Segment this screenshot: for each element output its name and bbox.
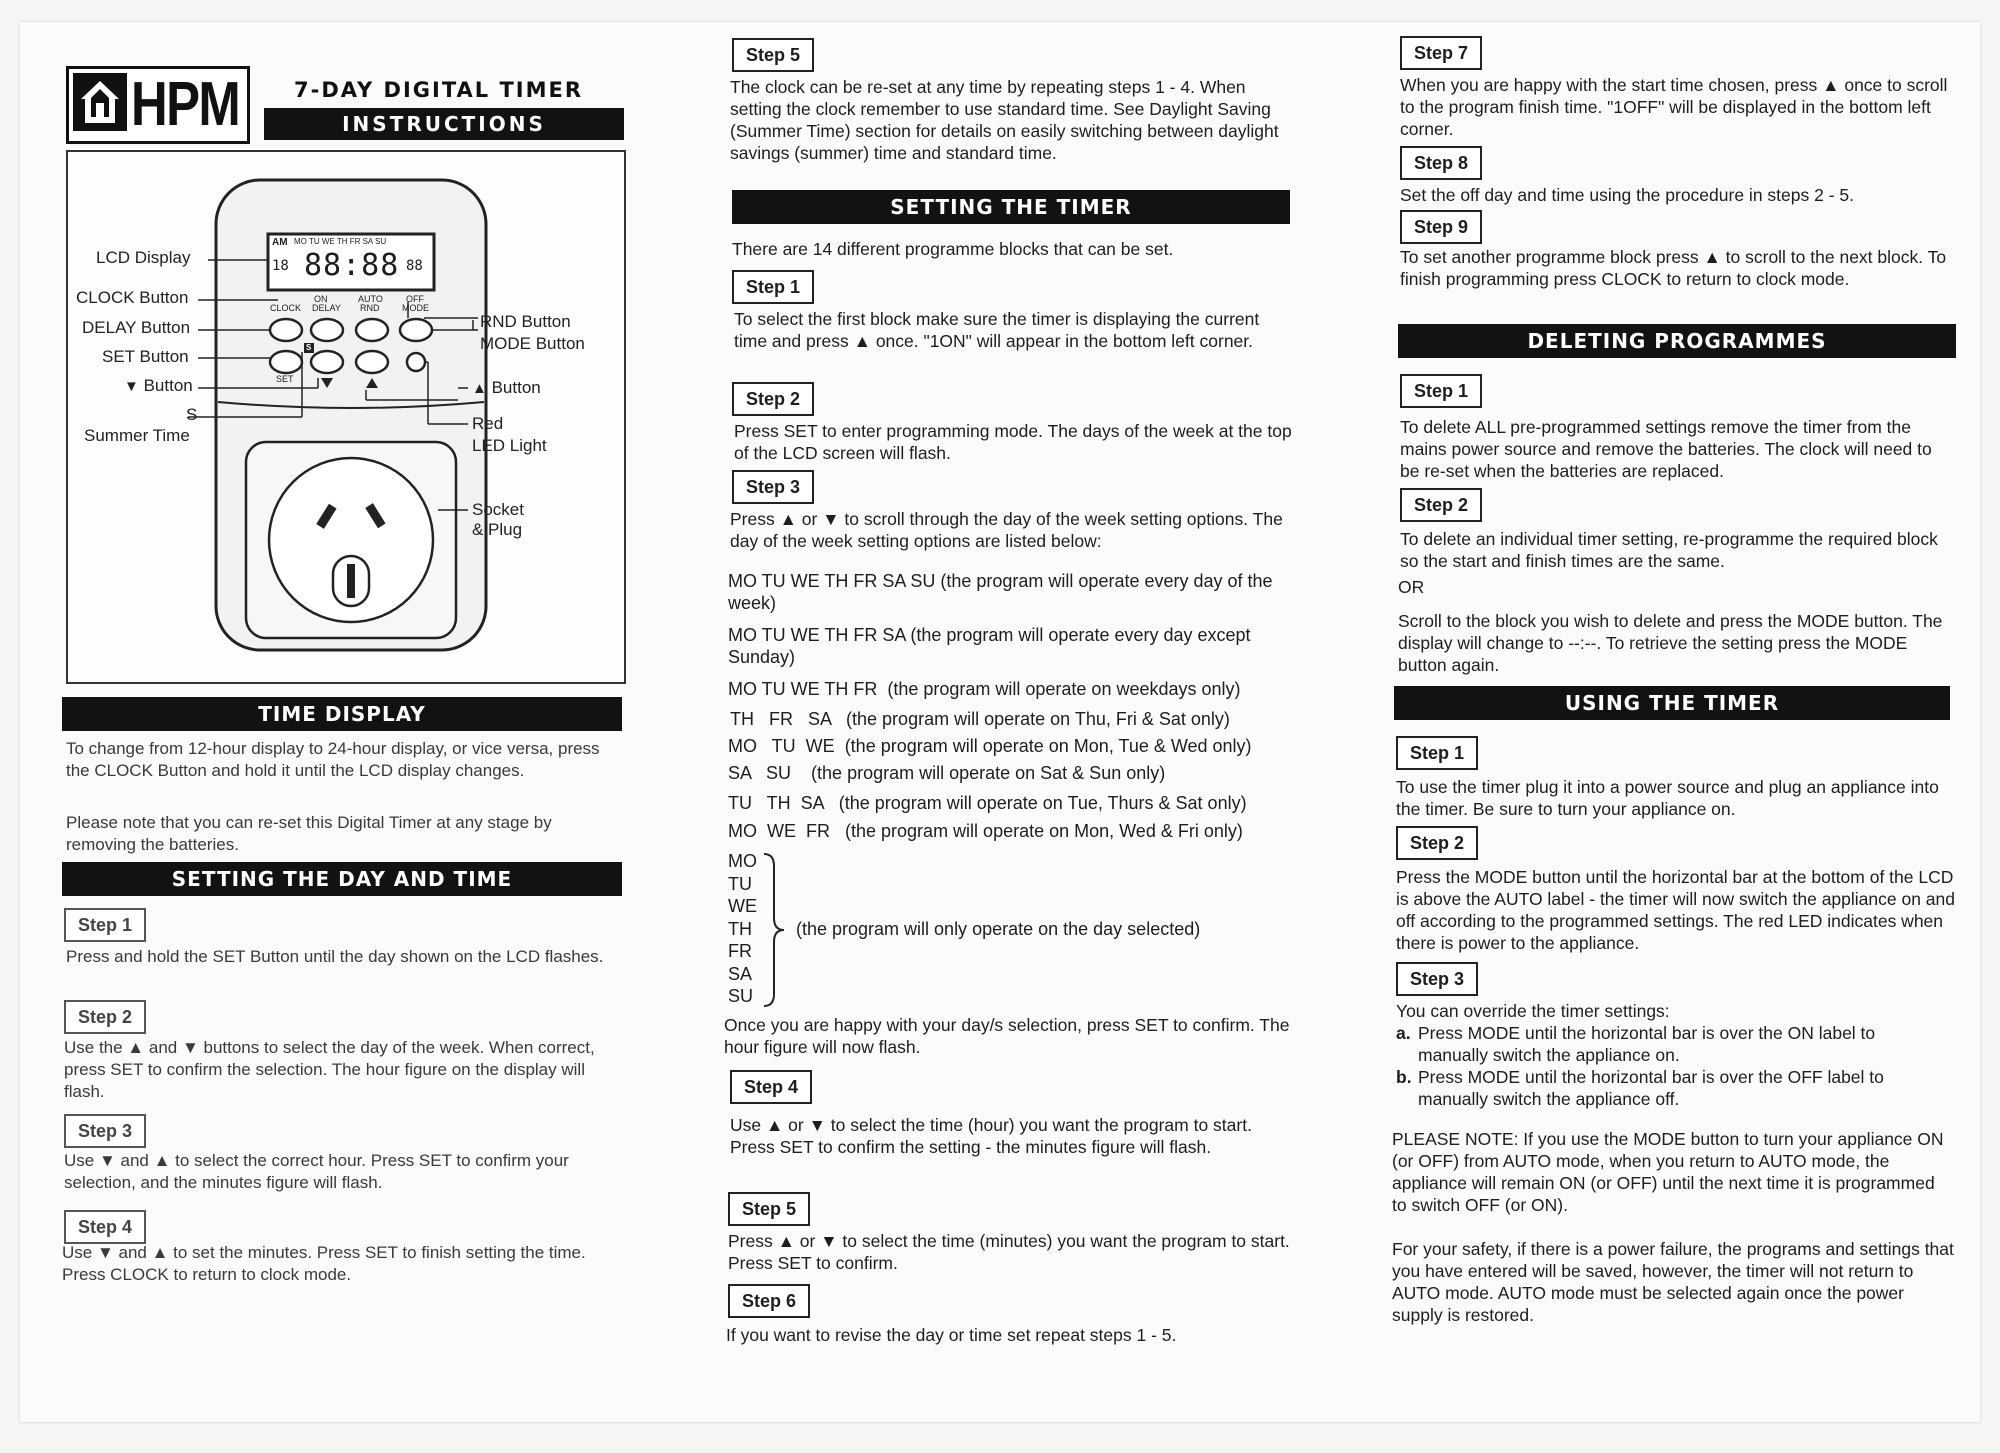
caption-set: SET bbox=[276, 374, 294, 384]
day-option-row bbox=[728, 792, 1247, 814]
setting-timer-intro: There are 14 different programme blocks that can be set. bbox=[732, 239, 1174, 259]
single-day: WE bbox=[728, 896, 757, 916]
timer-device-drawing bbox=[68, 152, 624, 682]
brace-icon bbox=[760, 852, 788, 1008]
label-led-light: LED Light bbox=[472, 436, 547, 455]
or-text: OR bbox=[1398, 577, 1425, 597]
after-days-text: Once you are happy with your day/s selection, press SET to confirm. The hour figure will now flash. bbox=[724, 1015, 1290, 1057]
day-time-step-3-text: Use ▼ and ▲ to select the correct hour. Press SET to confirm your selection, and the minutes figure will flash. bbox=[64, 1151, 569, 1192]
caption-s: S bbox=[306, 343, 312, 352]
label-plug: & Plug bbox=[472, 520, 523, 539]
caption-rnd: RND bbox=[360, 303, 380, 313]
safety-text: For your safety, if there is a power failure, the programs and settings that you have entered will be saved, however, the timer will not return to AUTO mode. AUTO mode must be selected again once the power supply is restored. bbox=[1392, 1239, 1954, 1325]
delete-step-2-text: To delete an individual timer setting, re-programme the required block so the start and finish times are the same. bbox=[1400, 529, 1938, 571]
day-option-days: MO WE FR bbox=[728, 821, 830, 841]
using-step-1-text: To use the timer plug it into a power source and plug an appliance into the timer. Be sure to turn your appliance on. bbox=[1396, 777, 1939, 819]
timer-step-1-text: To select the first block make sure the timer is displaying the current time and press ▲ once. "1ON" will appear in the bottom left corner. bbox=[734, 309, 1260, 351]
timer-step-4-text: Use ▲ or ▼ to select the time (hour) you want the program to start. Press SET to confirm the setting - the minutes figure will flash. bbox=[730, 1115, 1252, 1157]
label-s: S bbox=[186, 405, 198, 424]
label-up-button bbox=[472, 378, 541, 398]
day-option-days: MO TU WE TH FR SA bbox=[728, 625, 906, 645]
day-option-row bbox=[728, 820, 1243, 842]
day-time-step-2-text: Use the ▲ and ▼ buttons to select the day of the week. When correct, press SET to confirm the selection. The hour figure on the display will flash. bbox=[64, 1038, 595, 1101]
caption-mode: MODE bbox=[402, 303, 429, 313]
day-time-step-1-text: Press and hold the SET Button until the day shown on the LCD flashes. bbox=[66, 947, 604, 966]
label-clock-button: CLOCK Button bbox=[76, 288, 189, 307]
delete-step-1-label: Step 1 bbox=[1400, 374, 1482, 408]
day-option-row bbox=[730, 708, 1230, 730]
timer-step-2-text: Press SET to enter programming mode. The days of the week at the top of the LCD screen will flash. bbox=[734, 421, 1292, 463]
single-day: TH bbox=[728, 918, 752, 939]
day-option-row bbox=[728, 735, 1252, 757]
single-day: SU bbox=[728, 986, 754, 1006]
timer-step-6-label: Step 6 bbox=[728, 1284, 810, 1318]
single-day: FR bbox=[728, 941, 752, 961]
caption-clock: CLOCK bbox=[270, 303, 302, 313]
using-step-1-label: Step 1 bbox=[1396, 736, 1478, 770]
day-option-row bbox=[728, 570, 1298, 614]
label-lcd-display: LCD Display bbox=[96, 248, 191, 267]
logo-text: HPM bbox=[131, 70, 240, 139]
col3-step-8-text: Set the off day and time using the procedure in steps 2 - 5. bbox=[1400, 185, 1854, 205]
using-step-3-text: You can override the timer settings: bbox=[1396, 1001, 1670, 1021]
delete-step-1-text: To delete ALL pre-programmed settings remove the timer from the mains power source and remove the batteries. The clock will need to be re-set when the batteries are replaced. bbox=[1400, 417, 1932, 481]
label-down-button bbox=[124, 376, 193, 396]
single-day-desc: (the program will only operate on the day selected) bbox=[796, 919, 1201, 939]
label-delay-button: DELAY Button bbox=[82, 318, 191, 337]
house-icon bbox=[73, 73, 127, 131]
col2-step-5-label: Step 5 bbox=[732, 38, 814, 72]
delete-scroll-text: Scroll to the block you wish to delete and press the MODE button. The display will change to --:--. To retrieve the setting press the MODE button again. bbox=[1398, 611, 1943, 675]
timer-step-4-label: Step 4 bbox=[730, 1070, 812, 1104]
day-time-step-3-label: Step 3 bbox=[64, 1114, 146, 1148]
caption-off: OFF bbox=[406, 294, 424, 304]
col3-step-9-text: To set another programme block press ▲ to scroll to the next block. To finish programming press CLOCK to return to clock mode. bbox=[1400, 247, 1947, 289]
label-up-text: Button bbox=[491, 378, 541, 397]
day-option-days: MO TU WE TH FR SA SU bbox=[728, 571, 936, 591]
override-b-label: b. bbox=[1396, 1067, 1412, 1087]
label-set-button: SET Button bbox=[102, 347, 189, 366]
label-summer-time: Summer Time bbox=[84, 426, 190, 445]
page-title: 7-DAY DIGITAL TIMER bbox=[294, 78, 584, 102]
single-day-list bbox=[728, 850, 757, 1008]
lcd-days: MO TU WE TH FR SA SU bbox=[294, 237, 387, 246]
col2-step-5-text: The clock can be re-set at any time by repeating steps 1 - 4. When setting the clock remember to use standard time. See Daylight Saving (Summer Time) section for details on easily switching between daylight savings (summer) time and standard time. bbox=[730, 77, 1279, 163]
day-option-desc: (the program will operate on Sat & Sun only) bbox=[811, 763, 1166, 783]
timer-step-3-text: Press ▲ or ▼ to scroll through the day of the week setting options. The day of the week setting options are listed below: bbox=[730, 509, 1283, 551]
up-arrow-icon: ▲ bbox=[472, 380, 487, 397]
timer-step-6-text: If you want to revise the day or time set repeat steps 1 - 5. bbox=[726, 1325, 1177, 1345]
single-day: SA bbox=[728, 963, 753, 984]
setting-day-time-heading: SETTING THE DAY AND TIME bbox=[62, 862, 622, 896]
timer-step-2-label: Step 2 bbox=[732, 382, 814, 416]
lcd-time: 88:88 bbox=[304, 248, 400, 283]
day-option-days: SA SU bbox=[728, 763, 792, 783]
lcd-small-left: 18 bbox=[272, 258, 289, 274]
col3-step-7-text: When you are happy with the start time chosen, press ▲ once to scroll to the program finish time. "1OFF" will be displayed in the bottom left corner. bbox=[1400, 75, 1948, 139]
timer-step-5-text: Press ▲ or ▼ to select the time (minutes) you want the program to start. Press SET to confirm. bbox=[728, 1231, 1290, 1273]
day-time-step-2-label: Step 2 bbox=[64, 1000, 146, 1034]
override-b-text: Press MODE until the horizontal bar is over the OFF label to manually switch the appliance off. bbox=[1418, 1067, 1884, 1109]
lcd-small-right: 88 bbox=[406, 258, 423, 274]
time-display-para-1: To change from 12-hour display to 24-hour display, or vice versa, press the CLOCK Button and hold it until the LCD display changes. bbox=[66, 739, 600, 780]
day-option-days: TH FR SA bbox=[730, 709, 832, 729]
day-option-desc: (the program will operate on weekdays only) bbox=[887, 679, 1241, 699]
override-a-text: Press MODE until the horizontal bar is over the ON label to manually switch the appliance on. bbox=[1418, 1023, 1876, 1065]
day-option-days: MO TU WE bbox=[728, 736, 835, 756]
hpm-logo bbox=[66, 66, 250, 144]
label-socket: Socket bbox=[472, 500, 524, 519]
using-step-3-label: Step 3 bbox=[1396, 962, 1478, 996]
label-down-text: Button bbox=[143, 376, 193, 395]
down-arrow-icon: ▼ bbox=[124, 378, 139, 395]
single-day: TU bbox=[728, 873, 752, 894]
label-mode-button: MODE Button bbox=[480, 334, 585, 353]
caption-delay: DELAY bbox=[312, 303, 341, 313]
day-option-desc: (the program will operate on Mon, Tue & Wed only) bbox=[844, 736, 1252, 756]
day-option-desc: (the program will operate on Tue, Thurs & Sat only) bbox=[838, 793, 1247, 813]
timer-diagram bbox=[66, 150, 626, 684]
day-option-desc: (the program will operate every day except Sunday) bbox=[728, 625, 1251, 667]
label-red: Red bbox=[472, 414, 504, 433]
day-option-row bbox=[728, 624, 1298, 668]
col3-step-9-label: Step 9 bbox=[1400, 210, 1482, 244]
timer-step-3-label: Step 3 bbox=[732, 470, 814, 504]
day-option-row bbox=[728, 762, 1165, 784]
delete-step-2-label: Step 2 bbox=[1400, 488, 1482, 522]
using-step-2-label: Step 2 bbox=[1396, 826, 1478, 860]
timer-step-5-label: Step 5 bbox=[728, 1192, 810, 1226]
setting-timer-heading: SETTING THE TIMER bbox=[732, 190, 1290, 224]
lcd-ampm: AM bbox=[272, 237, 288, 248]
timer-step-1-label: Step 1 bbox=[732, 270, 814, 304]
single-day: MO bbox=[728, 851, 757, 871]
day-option-desc: (the program will operate every day of the week) bbox=[728, 571, 1273, 613]
please-note-text: PLEASE NOTE: If you use the MODE button to turn your appliance ON (or OFF) from AUTO mode, when you return to AUTO mode, the appliance will remain ON (or OFF) until the next time it is programmed to switch OFF (or ON). bbox=[1392, 1129, 1944, 1215]
time-display-heading: TIME DISPLAY bbox=[62, 697, 622, 731]
using-heading: USING THE TIMER bbox=[1394, 686, 1950, 720]
day-option-desc: (the program will operate on Thu, Fri & Sat only) bbox=[846, 709, 1230, 729]
caption-auto: AUTO bbox=[358, 294, 383, 304]
day-option-days: TU TH SA bbox=[728, 793, 824, 813]
day-option-desc: (the program will operate on Mon, Wed & Fri only) bbox=[845, 821, 1243, 841]
subtitle-bar: INSTRUCTIONS bbox=[264, 108, 624, 140]
day-option-row bbox=[728, 678, 1241, 700]
caption-on: ON bbox=[314, 294, 328, 304]
using-step-2-text: Press the MODE button until the horizontal bar at the bottom of the LCD is above the AUTO label - the timer will now switch the appliance on and off according to the programmed settings. The red LED indicates when there is power to the appliance. bbox=[1396, 867, 1956, 953]
day-option-days: MO TU WE TH FR bbox=[728, 679, 878, 699]
day-time-step-4-text: Use ▼ and ▲ to set the minutes. Press SET to finish setting the time. Press CLOCK to return to clock mode. bbox=[62, 1243, 586, 1284]
deleting-heading: DELETING PROGRAMMES bbox=[1398, 324, 1956, 358]
col3-step-7-label: Step 7 bbox=[1400, 36, 1482, 70]
time-display-para-2: Please note that you can re-set this Digital Timer at any stage by removing the batteries. bbox=[66, 813, 552, 854]
day-time-step-1-label: Step 1 bbox=[64, 908, 146, 942]
override-a-label: a. bbox=[1396, 1023, 1411, 1043]
day-time-step-4-label: Step 4 bbox=[64, 1210, 146, 1244]
col3-step-8-label: Step 8 bbox=[1400, 146, 1482, 180]
label-rnd-button: RND Button bbox=[480, 312, 571, 331]
